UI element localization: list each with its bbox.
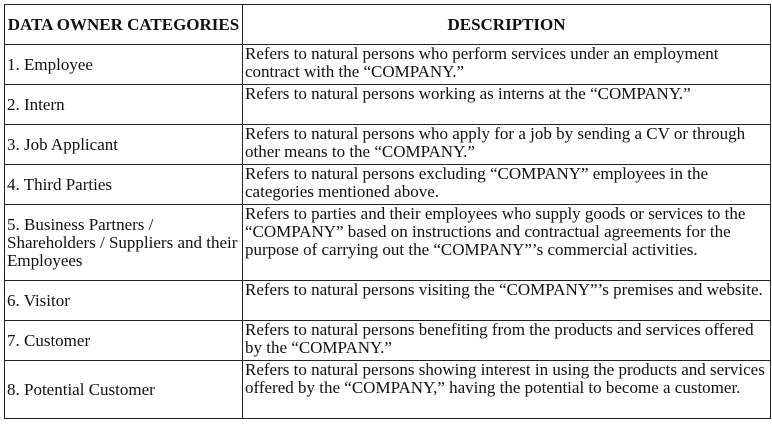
category-cell: 2. Intern [5,85,243,125]
category-cell: 6. Visitor [5,281,243,321]
table-row [5,361,771,419]
table-row [5,45,771,85]
description-cell: Refers to natural persons excluding “COMPANY” employees in the categories mentioned above. [243,165,771,205]
table-header-row [5,5,771,45]
header-description: DESCRIPTION [243,5,771,45]
table-row [5,85,771,125]
header-data-owner-categories: DATA OWNER CATEGORIES [5,5,243,45]
description-cell: Refers to parties and their employees who supply goods or services to the “COMPANY” based on instructions and contractual agreements for the purpose of carrying out the “COMPANY”’s commercial activities. [243,205,771,281]
category-cell: 1. Employee [5,45,243,85]
category-cell: 7. Customer [5,321,243,361]
description-cell: Refers to natural persons who apply for a job by sending a CV or through other means to the “COMPANY.” [243,125,771,165]
category-cell: 4. Third Parties [5,165,243,205]
category-cell: 3. Job Applicant [5,125,243,165]
table-row [5,165,771,205]
description-cell: Refers to natural persons showing interest in using the products and services offered by the “COMPANY,” having the potential to become a customer. [243,361,771,419]
category-cell: 5. Business Partners / Shareholders / Suppliers and their Employees [5,205,243,281]
table-row [5,321,771,361]
description-cell: Refers to natural persons working as interns at the “COMPANY.” [243,85,771,125]
table-row [5,281,771,321]
description-cell: Refers to natural persons visiting the “COMPANY”’s premises and website. [243,281,771,321]
category-cell: 8. Potential Customer [5,361,243,419]
data-owner-categories-table [4,4,771,419]
table-row [5,205,771,281]
description-cell: Refers to natural persons who perform services under an employment contract with the “COMPANY.” [243,45,771,85]
table-row [5,125,771,165]
description-cell: Refers to natural persons benefiting from the products and services offered by the “COMPANY.” [243,321,771,361]
